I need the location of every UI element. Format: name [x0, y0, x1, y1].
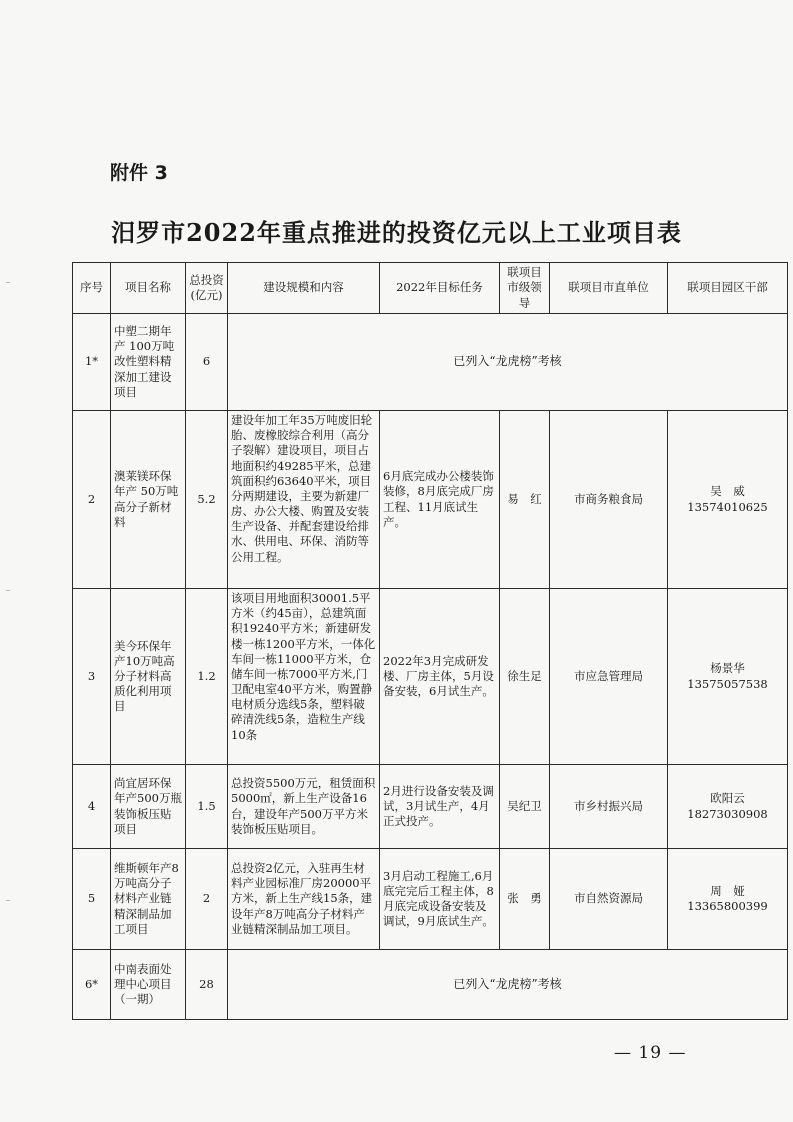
attachment-label: 附件 3 — [110, 162, 168, 184]
header-leader: 联项目市级领导 — [500, 263, 550, 314]
cell-name: 澳莱镁环保年产 50万吨高分子新材料 — [111, 411, 186, 589]
cell-leader: 张 勇 — [500, 849, 550, 950]
header-target: 2022年目标任务 — [380, 263, 500, 314]
cell-name: 中南表面处理中心项目（一期） — [111, 950, 186, 1020]
cell-target: 3月启动工程施工,6月底完完后工程主体，8月底完成设备安装及调试，9月底试生产。 — [380, 849, 500, 950]
cell-park: 杨景华 13575057538 — [668, 589, 788, 765]
cell-leader: 易 红 — [500, 411, 550, 589]
cell-merged-note: 已列入“龙虎榜”考核 — [228, 314, 788, 411]
cell-unit: 市商务粮食局 — [550, 411, 668, 589]
cell-invest: 1.5 — [186, 765, 228, 849]
cell-invest: 5.2 — [186, 411, 228, 589]
cell-scope: 总投资5500万元，租赁面积5000㎡，新上生产设备16台，建设年产500万平方米装饰板压贴项目。 — [228, 765, 380, 849]
cell-scope: 总投资2亿元，入驻再生材料产业园标准厂房20000平方米，新上生产线15条，建设年产8万吨高分子材料产业链精深制品加工项目。 — [228, 849, 380, 950]
table-row — [73, 411, 788, 589]
header-scope: 建设规模和内容 — [228, 263, 380, 314]
cell-scope: 该项目用地面积30001.5平方米（约45亩），总建筑面积19240平方米；新建研发楼一栋1200平方米，一体化车间一栋11000平方米，仓储车间一栋7000平方米,门卫配电室40平方米，购置静电材质分选线5条，塑料破碎清洗线5条，造粒生产线10条 — [228, 589, 380, 765]
cell-unit: 市乡村振兴局 — [550, 765, 668, 849]
cell-name: 中塑二期年产 100万吨改性塑料精深加工建设项目 — [111, 314, 186, 411]
table-row — [73, 765, 788, 849]
cell-seq: 5 — [73, 849, 111, 950]
margin-mark — [6, 590, 10, 591]
page-title: 汨罗市2022年重点推进的投资亿元以上工业项目表 — [111, 218, 682, 247]
cell-target: 2022年3月完成研发楼、厂房主体，5月设备安装，6月试生产。 — [380, 589, 500, 765]
projects-table — [72, 262, 788, 1020]
header-seq: 序号 — [73, 263, 111, 314]
header-unit: 联项目市直单位 — [550, 263, 668, 314]
cell-unit: 市应急管理局 — [550, 589, 668, 765]
cell-seq: 1* — [73, 314, 111, 411]
cell-seq: 6* — [73, 950, 111, 1020]
header-invest: 总投资(亿元) — [186, 263, 228, 314]
margin-mark — [6, 282, 10, 283]
cell-name: 尚宜居环保年产500万瓶装饰板压贴项目 — [111, 765, 186, 849]
table-row — [73, 589, 788, 765]
table-row — [73, 950, 788, 1020]
cell-seq: 4 — [73, 765, 111, 849]
cell-name: 维斯顿年产8万吨高分子材料产业链精深制品加工项目 — [111, 849, 186, 950]
header-name: 项目名称 — [111, 263, 186, 314]
cell-invest: 6 — [186, 314, 228, 411]
cell-park: 吴 威 13574010625 — [668, 411, 788, 589]
cell-invest: 2 — [186, 849, 228, 950]
table-row — [73, 849, 788, 950]
cell-seq: 3 — [73, 589, 111, 765]
table-header-row — [73, 263, 788, 314]
cell-name: 美今环保年产10万吨高分子材料高质化利用项目 — [111, 589, 186, 765]
cell-leader: 徐生足 — [500, 589, 550, 765]
cell-unit: 市自然资源局 — [550, 849, 668, 950]
cell-park: 周 娅 13365800399 — [668, 849, 788, 950]
cell-target: 2月进行设备安装及调试，3月试生产，4月正式投产。 — [380, 765, 500, 849]
cell-invest: 28 — [186, 950, 228, 1020]
table-row — [73, 314, 788, 411]
margin-mark — [6, 900, 10, 901]
cell-park: 欧阳云 18273030908 — [668, 765, 788, 849]
cell-leader: 吴纪卫 — [500, 765, 550, 849]
cell-target: 6月底完成办公楼装饰装修，8月底完成厂房工程、11月底试生产。 — [380, 411, 500, 589]
cell-seq: 2 — [73, 411, 111, 589]
header-park: 联项目园区干部 — [668, 263, 788, 314]
cell-invest: 1.2 — [186, 589, 228, 765]
cell-scope: 建设年加工年35万吨废旧轮胎、废橡胶综合利用（高分子裂解）建设项目，项目占地面积约49285平米，总建筑面积约63640平米，项目分两期建设，主要为新建厂房、办公大楼、购置及安装生产设备、并配套建设给排水、供用电、环保、消防等公用工程。 — [228, 411, 380, 589]
page-number: — 19 — — [614, 1043, 687, 1063]
cell-merged-note: 已列入“龙虎榜”考核 — [228, 950, 788, 1020]
